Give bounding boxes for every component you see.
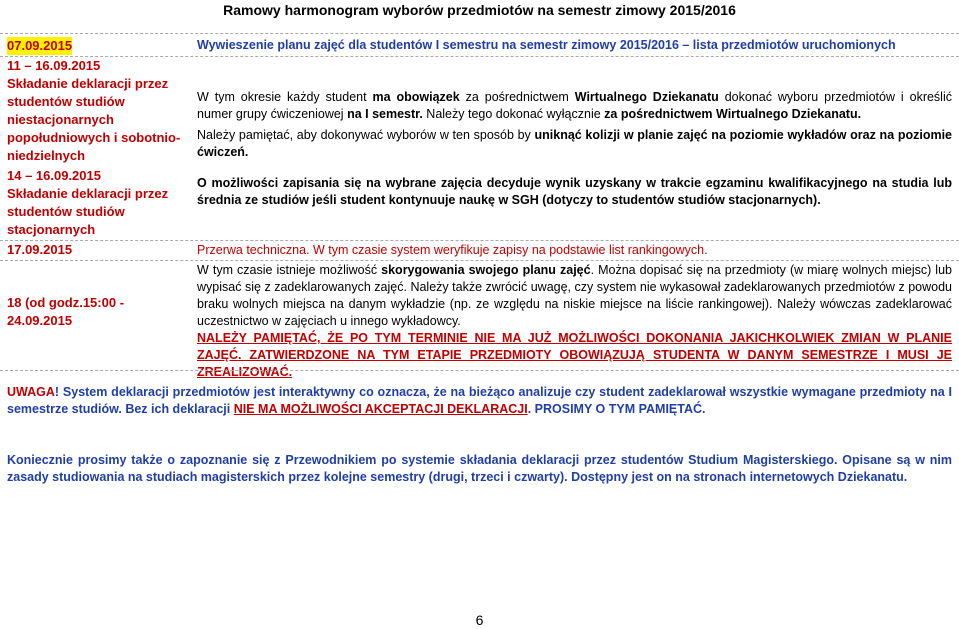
row-text: Przerwa techniczna. W tym czasie system weryfikuje zapisy na podstawie list rankingowych. bbox=[197, 243, 708, 257]
row-date: 07.09.2015 bbox=[7, 38, 73, 53]
text: za pośrednictwem Wirtualnego Dziekanatu. bbox=[604, 107, 862, 121]
row-divider bbox=[0, 370, 959, 371]
row-label: Składanie deklaracji przez studentów studiów stacjonarnych bbox=[7, 186, 169, 237]
text: za pośrednictwem bbox=[459, 90, 575, 104]
paragraph bbox=[197, 127, 952, 161]
text: Należy tego dokonać wyłącznie bbox=[422, 107, 605, 121]
page-number: 6 bbox=[475, 612, 484, 628]
text: dokonać wyboru przedmiotów i określić numer grupy ćwiczeniowej bbox=[197, 90, 952, 121]
warning-paragraph: NALEŻY PAMIĘTAĆ, ŻE PO TYM TERMINIE NIE MA JUŻ MOŻLIWOŚCI DOKONANIA JAKICHKOLWIEK ZMIAN W PLANIE ZAJĘĆ. ZATWIERDZONE NA TYM ETAPIE PRZEDMIOTY OBOWIĄZUJĄ STUDENTA W DANYM SEMESTRZE I MUSI JE ZREALIZOWAĆ. bbox=[197, 331, 952, 379]
text: W tym czasie istnieje możliwość bbox=[197, 263, 382, 277]
paragraph bbox=[197, 262, 952, 330]
text: ! System deklaracji przedmiotów jest interaktywny co oznacza, że na bieżąco analizuje czy student zadeklarował wszystkie wymagane przedmioty na I semestrze studiów. Bez ich deklaracji bbox=[7, 385, 952, 416]
page-title: Ramowy harmonogram wyborów przedmiotów na semestr zimowy 2015/2016 bbox=[223, 2, 736, 18]
uwaga-note bbox=[7, 384, 952, 418]
row-content bbox=[197, 262, 952, 385]
row-text: Wywieszenie planu zajęć dla studentów I semestru na semestr zimowy 2015/2016 – lista przedmiotów uruchomionych bbox=[197, 38, 896, 52]
text: Należy pamiętać, aby dokonywać wyborów w ten sposób by bbox=[197, 128, 535, 142]
row-date: 14 – 16.09.2015 bbox=[7, 168, 101, 183]
text: . PROSIMY O TYM PAMIĘTAĆ. bbox=[527, 402, 706, 416]
text: NIE MA MOŻLIWOŚCI AKCEPTACJI DEKLARACJI bbox=[233, 402, 528, 416]
text: UWAGA bbox=[7, 385, 55, 399]
text: na I semestr. bbox=[347, 107, 423, 121]
row-divider bbox=[0, 260, 959, 261]
row-date: 18 (od godz.15:00 - 24.09.2015 bbox=[7, 295, 125, 328]
text: ma obowiązek bbox=[372, 90, 460, 104]
text: . Można dopisać się na przedmioty (w miarę wolnych miejsc) lub wypisać się z zadeklarowanych zajęć. Należy także zwrócić uwagę, czy system nie wykasował zadeklarowanych przedmiotów z powodu braku wolnych miejsca na danym wykładzie (np. ze względu na niskie miejsce na liście rankingowej). Należy wówczas zadeklarować uczestnictwo w zajęciach u innego wykładowcy. bbox=[197, 263, 952, 328]
paragraph bbox=[197, 89, 952, 123]
row-date: 11 – 16.09.2015 bbox=[7, 58, 101, 73]
closing-note: Koniecznie prosimy także o zapoznanie się z Przewodnikiem po systemie składania deklaracji przez studentów Studium Magisterskiego. Opisane są w nim zasady studiowania na studiach magisterskich przez kolejne semestry (drugi, trzeci i czwarty). Dostępny jest on na stronach internetowych Dziekanatu. bbox=[7, 453, 952, 484]
row-divider bbox=[0, 33, 959, 34]
row-label: Składanie deklaracji przez studentów studiów niestacjonarnych popołudniowych i sobotnio-niedzielnych bbox=[7, 76, 181, 163]
text: skorygowania swojego planu zajęć bbox=[381, 263, 591, 277]
row-date: 17.09.2015 bbox=[7, 242, 73, 257]
row-content bbox=[197, 89, 952, 213]
text: W tym okresie każdy student bbox=[197, 90, 373, 104]
paragraph: O możliwości zapisania się na wybrane zajęcia decyduje wynik uzyskany w trakcie egzaminu kwalifikacyjnego na studia lub średnia ze studiów jeśli student kontynuuje naukę w SGH (dotyczy to studentów studiów stacjonarnych). bbox=[197, 176, 952, 207]
text: uniknąć kolizji w planie zajęć na poziomie wykładów oraz na poziomie ćwiczeń. bbox=[197, 128, 952, 159]
text: Wirtualnego Dziekanatu bbox=[574, 90, 719, 104]
